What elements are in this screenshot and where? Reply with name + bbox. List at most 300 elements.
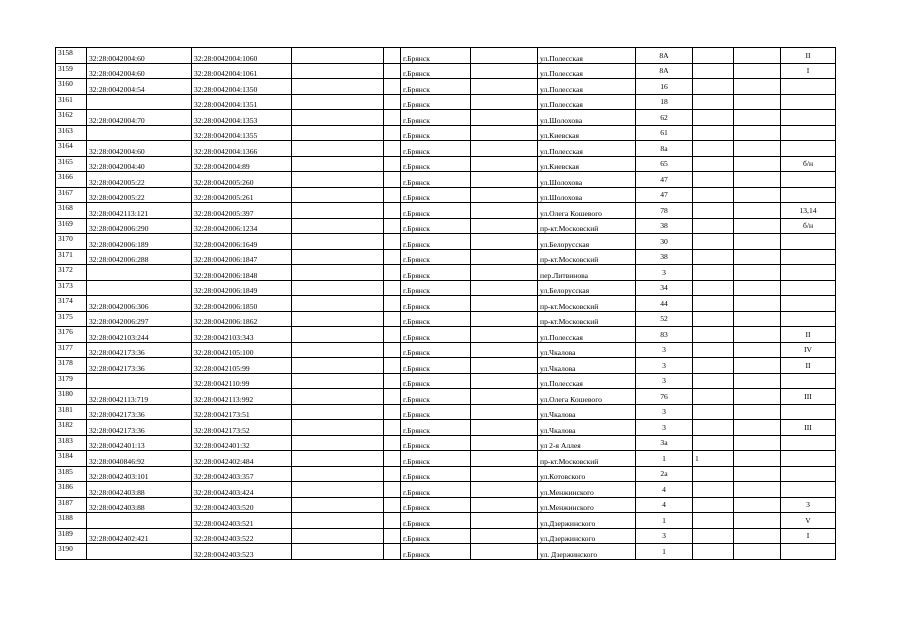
building-number: [693, 373, 734, 389]
city: г.Брянск: [401, 466, 471, 482]
blank-cell-a: [292, 544, 384, 560]
blank-cell-a: [292, 296, 384, 312]
street: ул.Дзержинского: [538, 528, 636, 544]
parent-cadastral-number: 32:28:0042173:36: [87, 404, 192, 420]
blank-cell-d: [734, 466, 781, 482]
records-table: [55, 47, 836, 560]
parent-cadastral-number: 32:28:0042173:36: [87, 420, 192, 436]
blank-cell-b: [384, 187, 401, 203]
blank-cell-c: [471, 404, 538, 420]
cadastral-number: 32:28:0042004:1355: [192, 125, 292, 141]
blank-cell-c: [471, 280, 538, 296]
blank-cell-a: [292, 172, 384, 188]
table-row: [56, 249, 836, 265]
blank-cell-a: [292, 420, 384, 436]
blank-cell-d: [734, 265, 781, 281]
blank-cell-c: [471, 482, 538, 498]
apartment-number: 3: [781, 497, 836, 513]
blank-cell-d: [734, 528, 781, 544]
cadastral-number: 32:28:0042006:1234: [192, 218, 292, 234]
city: г.Брянск: [401, 311, 471, 327]
blank-cell-c: [471, 466, 538, 482]
blank-cell-d: [734, 389, 781, 405]
house-number: 3: [636, 528, 693, 544]
blank-cell-b: [384, 172, 401, 188]
city: г.Брянск: [401, 420, 471, 436]
row-number: 3158: [56, 48, 87, 64]
apartment-number: [781, 311, 836, 327]
street: ул.Шолохова: [538, 110, 636, 126]
blank-cell-d: [734, 327, 781, 343]
blank-cell-c: [471, 513, 538, 529]
house-number: 3: [636, 265, 693, 281]
apartment-number: II: [781, 327, 836, 343]
apartment-number: I: [781, 63, 836, 79]
blank-cell-d: [734, 234, 781, 250]
apartment-number: б/н: [781, 218, 836, 234]
street: ул.Чкалова: [538, 342, 636, 358]
row-number: 3169: [56, 218, 87, 234]
blank-cell-d: [734, 404, 781, 420]
city: г.Брянск: [401, 234, 471, 250]
blank-cell-d: [734, 63, 781, 79]
blank-cell-d: [734, 311, 781, 327]
parent-cadastral-number: 32:28:0042403:88: [87, 497, 192, 513]
blank-cell-b: [384, 389, 401, 405]
street: ул.Чкалова: [538, 420, 636, 436]
apartment-number: [781, 234, 836, 250]
row-number: 3171: [56, 249, 87, 265]
blank-cell-a: [292, 234, 384, 250]
apartment-number: [781, 451, 836, 467]
street: ул.Дзержинского: [538, 513, 636, 529]
blank-cell-b: [384, 94, 401, 110]
blank-cell-d: [734, 94, 781, 110]
house-number: 3: [636, 358, 693, 374]
city: г.Брянск: [401, 482, 471, 498]
building-number: [693, 172, 734, 188]
blank-cell-c: [471, 125, 538, 141]
parent-cadastral-number: 32:28:0042004:60: [87, 63, 192, 79]
street: пер.Литвинова: [538, 265, 636, 281]
table-row: [56, 404, 836, 420]
blank-cell-a: [292, 435, 384, 451]
table-row: [56, 482, 836, 498]
city: г.Брянск: [401, 63, 471, 79]
cadastral-number: 32:28:0042402:484: [192, 451, 292, 467]
apartment-number: [781, 172, 836, 188]
blank-cell-b: [384, 79, 401, 95]
blank-cell-d: [734, 451, 781, 467]
building-number: [693, 110, 734, 126]
table-row: [56, 420, 836, 436]
blank-cell-a: [292, 373, 384, 389]
row-number: 3179: [56, 373, 87, 389]
building-number: [693, 435, 734, 451]
blank-cell-b: [384, 327, 401, 343]
building-number: [693, 497, 734, 513]
blank-cell-c: [471, 265, 538, 281]
city: г.Брянск: [401, 280, 471, 296]
blank-cell-a: [292, 404, 384, 420]
apartment-number: I: [781, 528, 836, 544]
blank-cell-a: [292, 513, 384, 529]
blank-cell-a: [292, 110, 384, 126]
row-number: 3175: [56, 311, 87, 327]
cadastral-number: 32:28:0042006:1847: [192, 249, 292, 265]
city: г.Брянск: [401, 94, 471, 110]
table-row: [56, 466, 836, 482]
house-number: 1: [636, 544, 693, 560]
city: г.Брянск: [401, 125, 471, 141]
cadastral-number: 32:28:0042006:1649: [192, 234, 292, 250]
apartment-number: III: [781, 420, 836, 436]
apartment-number: II: [781, 358, 836, 374]
blank-cell-a: [292, 466, 384, 482]
parent-cadastral-number: 32:28:0042113:121: [87, 203, 192, 219]
blank-cell-d: [734, 156, 781, 172]
blank-cell-b: [384, 203, 401, 219]
row-number: 3174: [56, 296, 87, 312]
apartment-number: [781, 141, 836, 157]
row-number: 3164: [56, 141, 87, 157]
cadastral-number: 32:28:0042403:522: [192, 528, 292, 544]
building-number: [693, 94, 734, 110]
cadastral-number: 32:28:0042006:1848: [192, 265, 292, 281]
parent-cadastral-number: 32:28:0042004:70: [87, 110, 192, 126]
street: ул.Полесская: [538, 373, 636, 389]
house-number: 78: [636, 203, 693, 219]
table-row: [56, 544, 836, 560]
cadastral-number: 32:28:0042004:89: [192, 156, 292, 172]
row-number: 3167: [56, 187, 87, 203]
parent-cadastral-number: [87, 94, 192, 110]
blank-cell-c: [471, 249, 538, 265]
blank-cell-d: [734, 513, 781, 529]
blank-cell-b: [384, 63, 401, 79]
house-number: 65: [636, 156, 693, 172]
building-number: [693, 218, 734, 234]
blank-cell-d: [734, 342, 781, 358]
blank-cell-c: [471, 451, 538, 467]
parent-cadastral-number: 32:28:0042006:297: [87, 311, 192, 327]
street: ул.Полесская: [538, 94, 636, 110]
building-number: [693, 280, 734, 296]
city: г.Брянск: [401, 187, 471, 203]
blank-cell-b: [384, 125, 401, 141]
city: г.Брянск: [401, 513, 471, 529]
building-number: [693, 482, 734, 498]
house-number: 76: [636, 389, 693, 405]
blank-cell-a: [292, 218, 384, 234]
row-number: 3170: [56, 234, 87, 250]
city: г.Брянск: [401, 327, 471, 343]
house-number: 8А: [636, 63, 693, 79]
blank-cell-d: [734, 373, 781, 389]
building-number: [693, 156, 734, 172]
street: ул.Полесская: [538, 48, 636, 64]
house-number: 3: [636, 342, 693, 358]
blank-cell-a: [292, 249, 384, 265]
parent-cadastral-number: 32:28:0042403:88: [87, 482, 192, 498]
row-number: 3161: [56, 94, 87, 110]
table-row: [56, 172, 836, 188]
cadastral-number: 32:28:0042403:424: [192, 482, 292, 498]
blank-cell-b: [384, 265, 401, 281]
parent-cadastral-number: 32:28:0040846:92: [87, 451, 192, 467]
street: ул.Олега Кошевого: [538, 389, 636, 405]
blank-cell-c: [471, 63, 538, 79]
house-number: 4: [636, 497, 693, 513]
blank-cell-b: [384, 513, 401, 529]
blank-cell-c: [471, 435, 538, 451]
blank-cell-c: [471, 420, 538, 436]
cadastral-number: 32:28:0042005:261: [192, 187, 292, 203]
cadastral-number: 32:28:0042105:100: [192, 342, 292, 358]
table-row: [56, 435, 836, 451]
table-row: [56, 79, 836, 95]
table-row: [56, 141, 836, 157]
apartment-number: 13,14: [781, 203, 836, 219]
blank-cell-d: [734, 141, 781, 157]
apartment-number: б/н: [781, 156, 836, 172]
apartment-number: [781, 110, 836, 126]
street: ул.Шолохова: [538, 187, 636, 203]
table-row: [56, 389, 836, 405]
house-number: 62: [636, 110, 693, 126]
city: г.Брянск: [401, 203, 471, 219]
blank-cell-a: [292, 327, 384, 343]
cadastral-number: 32:28:0042403:521: [192, 513, 292, 529]
street: ул.Полесская: [538, 79, 636, 95]
building-number: [693, 79, 734, 95]
blank-cell-d: [734, 544, 781, 560]
building-number: [693, 327, 734, 343]
apartment-number: [781, 125, 836, 141]
parent-cadastral-number: 32:28:0042005:22: [87, 172, 192, 188]
city: г.Брянск: [401, 389, 471, 405]
building-number: [693, 358, 734, 374]
blank-cell-a: [292, 482, 384, 498]
table-row: [56, 110, 836, 126]
cadastral-number: 32:28:0042005:260: [192, 172, 292, 188]
parent-cadastral-number: 32:28:0042173:36: [87, 358, 192, 374]
city: г.Брянск: [401, 435, 471, 451]
street: ул.Котовского: [538, 466, 636, 482]
blank-cell-a: [292, 63, 384, 79]
house-number: 34: [636, 280, 693, 296]
parent-cadastral-number: 32:28:0042103:244: [87, 327, 192, 343]
blank-cell-a: [292, 497, 384, 513]
building-number: [693, 513, 734, 529]
street: ул. Дзержинского: [538, 544, 636, 560]
parent-cadastral-number: 32:28:0042402:421: [87, 528, 192, 544]
blank-cell-d: [734, 48, 781, 64]
cadastral-number: 32:28:0042005:397: [192, 203, 292, 219]
building-number: [693, 203, 734, 219]
parent-cadastral-number: [87, 513, 192, 529]
blank-cell-c: [471, 296, 538, 312]
parent-cadastral-number: 32:28:0042004:54: [87, 79, 192, 95]
row-number: 3181: [56, 404, 87, 420]
cadastral-number: 32:28:0042173:52: [192, 420, 292, 436]
street: ул.Чкалова: [538, 404, 636, 420]
parent-cadastral-number: 32:28:0042005:22: [87, 187, 192, 203]
apartment-number: [781, 249, 836, 265]
building-number: [693, 342, 734, 358]
table-row: [56, 528, 836, 544]
street: ул.Киевская: [538, 125, 636, 141]
building-number: [693, 234, 734, 250]
cadastral-number: 32:28:0042105:99: [192, 358, 292, 374]
row-number: 3185: [56, 466, 87, 482]
table-row: [56, 373, 836, 389]
house-number: 16: [636, 79, 693, 95]
row-number: 3176: [56, 327, 87, 343]
city: г.Брянск: [401, 497, 471, 513]
table-row: [56, 358, 836, 374]
cadastral-number: 32:28:0042113:992: [192, 389, 292, 405]
apartment-number: [781, 373, 836, 389]
apartment-number: [781, 187, 836, 203]
cadastral-number: 32:28:0042103:343: [192, 327, 292, 343]
blank-cell-d: [734, 110, 781, 126]
apartment-number: [781, 544, 836, 560]
blank-cell-d: [734, 79, 781, 95]
blank-cell-b: [384, 528, 401, 544]
building-number: [693, 48, 734, 64]
blank-cell-d: [734, 420, 781, 436]
street: ул.Полесская: [538, 141, 636, 157]
parent-cadastral-number: 32:28:0042401:13: [87, 435, 192, 451]
blank-cell-c: [471, 373, 538, 389]
row-number: 3183: [56, 435, 87, 451]
street: ул.Полесская: [538, 63, 636, 79]
table-row: [56, 296, 836, 312]
table-row: [56, 94, 836, 110]
blank-cell-c: [471, 48, 538, 64]
blank-cell-d: [734, 435, 781, 451]
row-number: 3189: [56, 528, 87, 544]
house-number: 61: [636, 125, 693, 141]
blank-cell-c: [471, 79, 538, 95]
table-body: [56, 48, 836, 560]
blank-cell-a: [292, 203, 384, 219]
blank-cell-d: [734, 218, 781, 234]
parent-cadastral-number: [87, 280, 192, 296]
house-number: 3: [636, 404, 693, 420]
blank-cell-c: [471, 203, 538, 219]
house-number: 8А: [636, 48, 693, 64]
cadastral-number: 32:28:0042173:51: [192, 404, 292, 420]
row-number: 3173: [56, 280, 87, 296]
house-number: 47: [636, 187, 693, 203]
blank-cell-b: [384, 482, 401, 498]
house-number: 1: [636, 513, 693, 529]
apartment-number: [781, 404, 836, 420]
cadastral-number: 32:28:0042004:1353: [192, 110, 292, 126]
building-number: [693, 141, 734, 157]
blank-cell-a: [292, 342, 384, 358]
blank-cell-b: [384, 451, 401, 467]
apartment-number: [781, 79, 836, 95]
blank-cell-a: [292, 94, 384, 110]
blank-cell-a: [292, 280, 384, 296]
building-number: [693, 544, 734, 560]
table-row: [56, 203, 836, 219]
parent-cadastral-number: 32:28:0042006:189: [87, 234, 192, 250]
building-number: [693, 420, 734, 436]
row-number: 3182: [56, 420, 87, 436]
cadastral-number: 32:28:0042006:1862: [192, 311, 292, 327]
parent-cadastral-number: 32:28:0042004:40: [87, 156, 192, 172]
apartment-number: III: [781, 389, 836, 405]
blank-cell-d: [734, 125, 781, 141]
table-row: [56, 187, 836, 203]
street: пр-кт.Московский: [538, 249, 636, 265]
blank-cell-a: [292, 79, 384, 95]
table-row: [56, 513, 836, 529]
blank-cell-b: [384, 296, 401, 312]
row-number: 3187: [56, 497, 87, 513]
city: г.Брянск: [401, 358, 471, 374]
blank-cell-a: [292, 358, 384, 374]
blank-cell-b: [384, 249, 401, 265]
blank-cell-b: [384, 234, 401, 250]
blank-cell-b: [384, 404, 401, 420]
blank-cell-a: [292, 187, 384, 203]
house-number: 18: [636, 94, 693, 110]
blank-cell-c: [471, 389, 538, 405]
blank-cell-b: [384, 156, 401, 172]
apartment-number: [781, 435, 836, 451]
building-number: [693, 296, 734, 312]
parent-cadastral-number: 32:28:0042006:288: [87, 249, 192, 265]
city: г.Брянск: [401, 265, 471, 281]
parent-cadastral-number: [87, 373, 192, 389]
city: г.Брянск: [401, 451, 471, 467]
blank-cell-c: [471, 110, 538, 126]
parent-cadastral-number: 32:28:0042006:306: [87, 296, 192, 312]
blank-cell-c: [471, 358, 538, 374]
building-number: [693, 311, 734, 327]
building-number: [693, 265, 734, 281]
blank-cell-b: [384, 544, 401, 560]
cadastral-number: 32:28:0042004:1351: [192, 94, 292, 110]
apartment-number: V: [781, 513, 836, 529]
row-number: 3184: [56, 451, 87, 467]
parent-cadastral-number: 32:28:0042113:719: [87, 389, 192, 405]
blank-cell-d: [734, 187, 781, 203]
cadastral-number: 32:28:0042004:1350: [192, 79, 292, 95]
cadastral-number: 32:28:0042006:1849: [192, 280, 292, 296]
blank-cell-d: [734, 482, 781, 498]
blank-cell-c: [471, 234, 538, 250]
blank-cell-b: [384, 342, 401, 358]
house-number: 3: [636, 373, 693, 389]
blank-cell-b: [384, 435, 401, 451]
street: ул.Менжинского: [538, 482, 636, 498]
house-number: 52: [636, 311, 693, 327]
building-number: [693, 528, 734, 544]
building-number: [693, 63, 734, 79]
cadastral-number: 32:28:0042403:523: [192, 544, 292, 560]
city: г.Брянск: [401, 373, 471, 389]
apartment-number: [781, 280, 836, 296]
table-row: [56, 327, 836, 343]
apartment-number: [781, 94, 836, 110]
city: г.Брянск: [401, 172, 471, 188]
